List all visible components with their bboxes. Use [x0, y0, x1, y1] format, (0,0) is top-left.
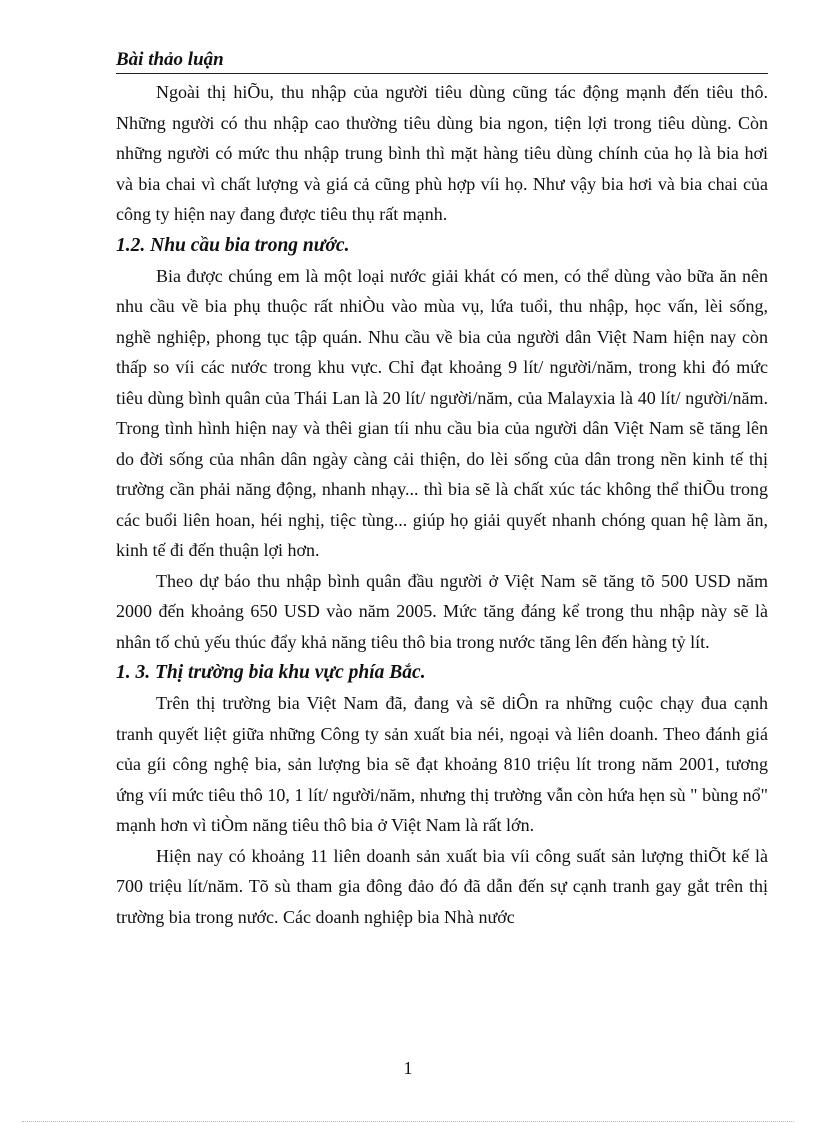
- paragraph-beer-demand: Bia được chúng em là một loại nước giải khát có men, có thể dùng vào bữa ăn nên nhu cầu về bia phụ thuộc rất nhiÒu vào mùa vụ, lứa tuổi, thu nhập, học vấn, lèi sống, nghề nghiệp, phong tục tập quán. Nhu cầu về bia của người dân Việt Nam hiện nay còn thấp so víi các nước trong khu vực. Chỉ đạt khoảng 9 lít/ người/năm, trong khi đó mức tiêu dùng bình quân của Thái Lan là 20 lít/ người/năm, của Malayxia là 40 lít/ người/năm. Trong tình hình hiện nay và thêi gian tíi nhu cầu bia của người dân Việt Nam sẽ tăng lên do đời sống của nhân dân ngày càng cải thiện, do lèi sống của dân trong nền kinh tế thị trường cần phải năng động, nhanh nhạy... thì bia sẽ là chất xúc tác không thể thiÕu trong các buổi liên hoan, héi nghị, tiệc tùng... giúp họ giải quyết nhanh chóng quan hệ làm ăn, kinh tế đi đến thuận lợi hơn.: [116, 265, 768, 560]
- header-title: Bài thảo luận: [116, 49, 224, 70]
- paragraph-competition: Trên thị trường bia Việt Nam đã, đang và sẽ diÔn ra những cuộc chạy đua cạnh tranh quyết liệt giữa những Công ty sản xuất bia néi, ngoại và liên doanh. Theo đánh giá của gíi công nghệ bia, sản lượng bia sẽ đạt khoảng 810 triệu lít trong năm 2001, tương ứng víi mức tiêu thô 10, 1 lít/ người/năm, nhưng thị trường vẫn còn hứa hẹn sù " bùng nổ" mạnh hơn vì tiÒm năng tiêu thô bia ở Việt Nam là rất lớn.: [116, 693, 768, 835]
- page-header: [116, 48, 768, 74]
- heading-northern-market: 1. 3. Thị trường bia khu vực phía Bắc.: [116, 662, 426, 683]
- page-number: 1: [403, 1058, 413, 1078]
- paragraph-income-forecast: Theo dự báo thu nhập bình quân đầu người ở Việt Nam sẽ tăng tõ 500 USD năm 2000 đến khoảng 650 USD vào năm 2005. Mức tăng đáng kể trong thu nhập này sẽ là nhân tố chủ yếu thúc đẩy khả năng tiêu thô bia trong nước tăng lên đến hàng tỷ lít.: [116, 570, 768, 652]
- footer-divider: [22, 1121, 794, 1122]
- paragraph-joint-ventures: Hiện nay có khoảng 11 liên doanh sản xuất bia víi công suất sản lượng thiÕt kế là 700 triệu lít/năm. Tõ sù tham gia đông đảo đó đã dẫn đến sự cạnh tranh gay gắt trên thị trường bia trong nước. Các doanh nghiệp bia Nhà nước: [116, 845, 768, 927]
- body-text: [116, 77, 768, 932]
- paragraph-income: Ngoài thị hiÕu, thu nhập của người tiêu dùng cũng tác động mạnh đến tiêu thô. Những người có thu nhập cao thường tiêu dùng bia ngon, tiện lợi trong tiêu dùng. Còn những người có mức thu nhập trung bình thì mặt hàng tiêu dùng chính của họ là bia hơi và bia chai vì chất lượng và giá cả cũng phù hợp víi họ. Như vậy bia hơi và bia chai của công ty hiện nay đang được tiêu thụ rất mạnh.: [116, 82, 768, 224]
- heading-domestic-demand: 1.2. Nhu cầu bia trong nước.: [116, 234, 350, 256]
